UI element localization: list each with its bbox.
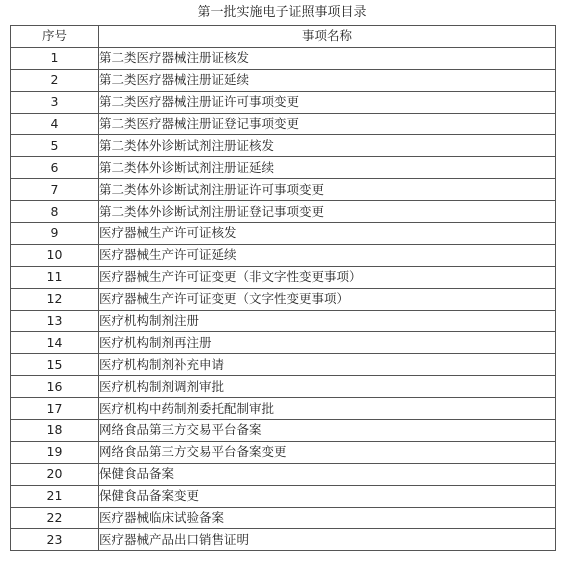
row-number: 14 <box>11 332 99 354</box>
row-item-name: 第二类医疗器械注册证许可事项变更 <box>99 91 556 113</box>
row-item-name: 医疗器械生产许可证核发 <box>99 223 556 245</box>
row-item-name: 第二类体外诊断试剂注册证延续 <box>99 157 556 179</box>
table-row <box>11 463 556 485</box>
row-item-name: 医疗器械产品出口销售证明 <box>99 529 556 551</box>
table-row <box>11 113 556 135</box>
row-item-name: 医疗机构中药制剂委托配制审批 <box>99 398 556 420</box>
row-item-name: 第二类医疗器械注册证核发 <box>99 47 556 69</box>
table-row <box>11 398 556 420</box>
table-row <box>11 244 556 266</box>
table-row <box>11 485 556 507</box>
row-item-name: 第二类体外诊断试剂注册证许可事项变更 <box>99 179 556 201</box>
row-item-name: 医疗机构制剂再注册 <box>99 332 556 354</box>
table-body <box>11 47 556 550</box>
row-number: 2 <box>11 69 99 91</box>
row-number: 9 <box>11 223 99 245</box>
row-number: 5 <box>11 135 99 157</box>
page-title: 第一批实施电子证照事项目录 <box>197 5 367 20</box>
table-row <box>11 157 556 179</box>
table-row <box>11 135 556 157</box>
row-number: 22 <box>11 507 99 529</box>
row-number: 15 <box>11 354 99 376</box>
row-number: 23 <box>11 529 99 551</box>
row-number: 13 <box>11 310 99 332</box>
table-row <box>11 69 556 91</box>
row-item-name: 第二类医疗器械注册证延续 <box>99 69 556 91</box>
table-row <box>11 310 556 332</box>
row-item-name: 医疗机构制剂调剂审批 <box>99 376 556 398</box>
items-table <box>10 25 556 551</box>
row-number: 4 <box>11 113 99 135</box>
row-number: 7 <box>11 179 99 201</box>
row-number: 8 <box>11 201 99 223</box>
table-row <box>11 47 556 69</box>
row-item-name: 医疗器械生产许可证变更（文字性变更事项） <box>99 288 556 310</box>
row-item-name: 第二类医疗器械注册证登记事项变更 <box>99 113 556 135</box>
row-item-name: 第二类体外诊断试剂注册证核发 <box>99 135 556 157</box>
table-row <box>11 441 556 463</box>
table-row <box>11 223 556 245</box>
table-row <box>11 354 556 376</box>
row-number: 3 <box>11 91 99 113</box>
header-number: 序号 <box>11 26 99 48</box>
row-number: 20 <box>11 463 99 485</box>
table-row <box>11 332 556 354</box>
table-row <box>11 529 556 551</box>
header-name: 事项名称 <box>99 26 556 48</box>
table-row <box>11 376 556 398</box>
table-row <box>11 201 556 223</box>
row-number: 6 <box>11 157 99 179</box>
row-item-name: 医疗器械临床试验备案 <box>99 507 556 529</box>
row-item-name: 网络食品第三方交易平台备案 <box>99 420 556 442</box>
table-row <box>11 420 556 442</box>
row-number: 21 <box>11 485 99 507</box>
table-row <box>11 288 556 310</box>
row-item-name: 第二类体外诊断试剂注册证登记事项变更 <box>99 201 556 223</box>
row-item-name: 医疗器械生产许可证延续 <box>99 244 556 266</box>
row-number: 16 <box>11 376 99 398</box>
row-number: 1 <box>11 47 99 69</box>
row-number: 17 <box>11 398 99 420</box>
table-row <box>11 91 556 113</box>
table-row <box>11 179 556 201</box>
row-item-name: 保健食品备案变更 <box>99 485 556 507</box>
row-item-name: 保健食品备案 <box>99 463 556 485</box>
table-row <box>11 507 556 529</box>
row-number: 19 <box>11 441 99 463</box>
row-item-name: 医疗机构制剂补充申请 <box>99 354 556 376</box>
row-number: 18 <box>11 420 99 442</box>
row-number: 10 <box>11 244 99 266</box>
row-item-name: 医疗器械生产许可证变更（非文字性变更事项） <box>99 266 556 288</box>
table-row <box>11 266 556 288</box>
row-number: 11 <box>11 266 99 288</box>
row-number: 12 <box>11 288 99 310</box>
row-item-name: 网络食品第三方交易平台备案变更 <box>99 441 556 463</box>
row-item-name: 医疗机构制剂注册 <box>99 310 556 332</box>
table-header-row <box>11 26 556 48</box>
